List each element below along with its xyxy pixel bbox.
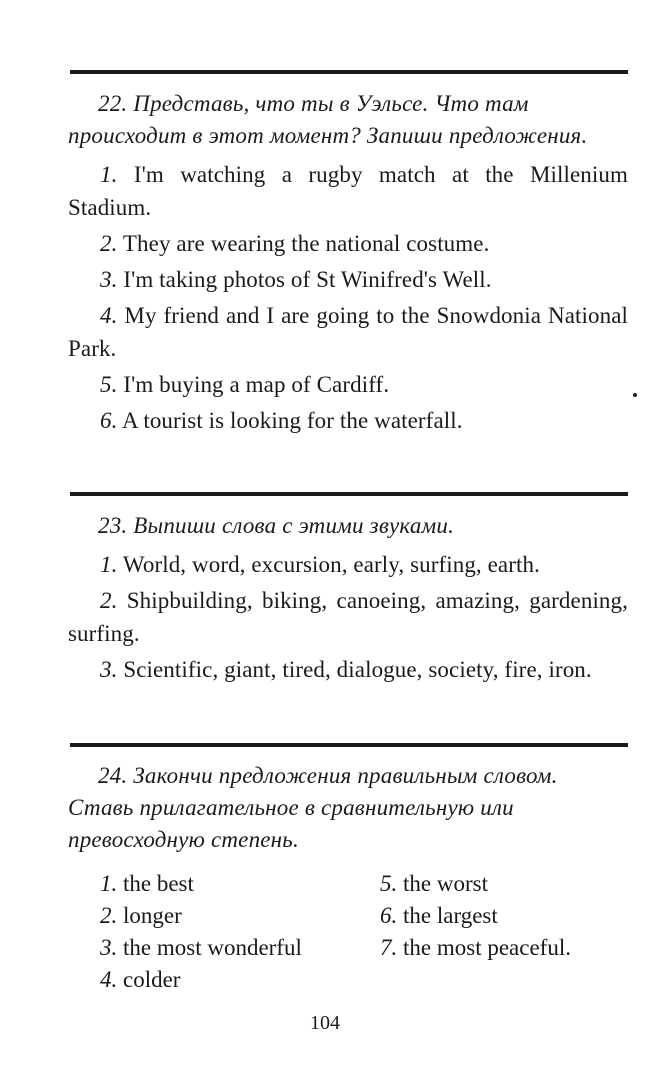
answer-item: 5. the worst [380, 871, 488, 896]
exercise-24 [68, 760, 628, 862]
answer-item: 6. the largest [380, 903, 498, 928]
answer-item: 4. My friend and I are going to the Snowdonia National Park. [68, 303, 628, 361]
section-divider [70, 70, 628, 74]
section-divider [70, 492, 628, 496]
answer-item: 5. I'm buying a map of Cardiff. [100, 372, 390, 397]
exercise-23 [68, 510, 628, 689]
answer-item: 2. They are wearing the national costume. [100, 231, 490, 256]
exercise-22-instruction: 22. Представь, что ты в Уэльсе. Что там происходит в этот момент? Запиши предложения. [68, 91, 588, 148]
exercise-23-instruction: 23. Выпиши слова с этими звуками. [98, 513, 455, 538]
answer-item: 4. colder [100, 967, 181, 992]
exercise-24-answers [100, 868, 620, 996]
answer-item: 3. I'm taking photos of St Winifred's Well. [100, 267, 492, 292]
answer-item: 3. Scientific, giant, tired, dialogue, society, fire, iron. [100, 657, 592, 682]
exercise-22 [68, 88, 628, 440]
answer-item: 1. World, word, excursion, early, surfing, earth. [100, 552, 540, 577]
speck [633, 393, 637, 397]
page-number: 104 [310, 1012, 340, 1034]
answer-item: 1. I'm watching a rugby match at the Millenium Stadium. [68, 162, 628, 220]
answer-item: 2. longer [100, 903, 182, 928]
answer-item: 6. A tourist is looking for the waterfall. [100, 408, 463, 433]
exercise-24-instruction: 24. Закончи предложения правильным словом. Ставь прилагательное в сравнительную или превосходную степень. [68, 763, 558, 852]
answer-item: 2. Shipbuilding, biking, canoeing, amazing, gardening, surfing. [68, 588, 628, 646]
section-divider [70, 743, 628, 747]
answer-item: 3. the most wonderful [100, 935, 302, 960]
answer-item: 1. the best [100, 871, 194, 896]
answer-item: 7. the most peaceful. [380, 935, 571, 960]
